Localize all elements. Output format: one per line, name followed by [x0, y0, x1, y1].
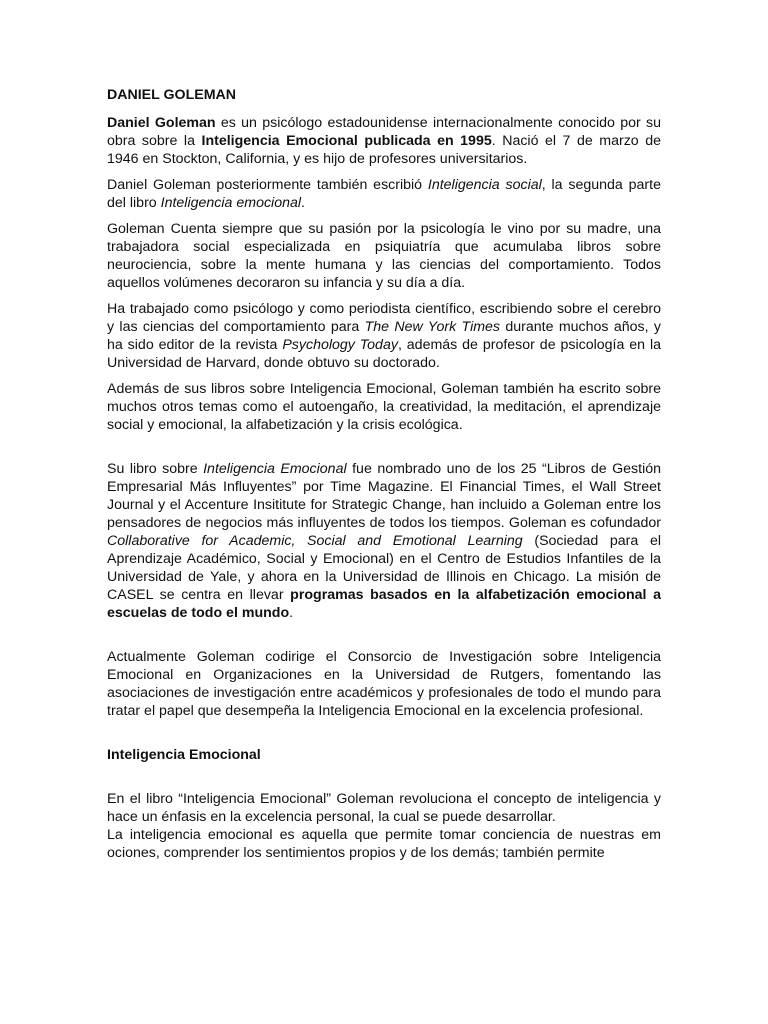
document-title: DANIEL GOLEMAN [107, 87, 237, 103]
document-page [107, 86, 661, 862]
paragraph-mother: Goleman Cuenta siempre que su pasión por la psicología le vino por su madre, una trabajadora social especializada en psiquiatría que acumulaba libros sobre neurociencia, sobre la mente humana y las ciencias del comportamiento. Todos aquellos volúmenes decoraron su infancia y su día a día. [107, 221, 661, 291]
p2-italic-1: Inteligencia social [427, 177, 542, 193]
author-name: Daniel Goleman [107, 115, 216, 131]
p6-text-4: . [289, 605, 294, 621]
paragraph-intro [107, 114, 661, 168]
paragraph-consortium: Actualmente Goleman codirige el Consorcio de Investigación sobre Inteligencia Emocional en Organizaciones en la Universidad de Rutgers, fomentando las asociaciones de investigación entre académicos y profesionales de todo el mundo para tratar el papel que desempeña la Inteligencia Emocional en la excelencia profesional. [107, 649, 661, 719]
paragraph-career [107, 300, 661, 372]
p6-italic-1: Inteligencia Emocional [203, 461, 347, 477]
p4-italic-2: Psychology Today [282, 337, 398, 353]
p6-text-3: (Sociedad para el Aprendizaje Académico, Social y Emocional) en el Centro de Estudios Infantiles de la Universidad de Yale, y ahora en la Universidad de Illinois en Chicago. La misión de CASEL se centra en llevar [107, 533, 662, 603]
p4-italic-1: The New York Times [364, 319, 501, 335]
intro-bold-text: Inteligencia Emocional publicada en 1995 [201, 133, 492, 149]
paragraph-recognition [107, 460, 661, 622]
p6-italic-2: Collaborative for Academic, Social and Emotional Learning [107, 533, 523, 549]
intro-text-2: . Nació el 7 de marzo de 1946 en Stockton, California, y es hijo de profesores universitarios. [107, 133, 661, 167]
p2-text-1: Daniel Goleman posteriormente también escribió [107, 177, 428, 193]
p2-text-3: . [301, 195, 305, 211]
p4-text-3: , además de profesor de psicología en la Universidad de Harvard, donde obtuvo su doctorado. [107, 337, 662, 371]
p4-text-2: durante muchos años, y ha sido editor de la revista [107, 319, 661, 353]
p6-text-1: Su libro sobre [107, 461, 204, 477]
p6-text-2: fue nombrado uno de los 25 “Libros de Gestión Empresarial Más Influyentes” por Time Magazine. El Financial Times, el Wall Street Journal y el Accenture Insititute for Strategic Change, han incluido a Goleman entre los pensadores de negocios más influyentes de todos los tiempos. Goleman es cofundador [107, 461, 661, 531]
p2-italic-2: Inteligencia emocional [160, 195, 302, 211]
paragraph-definition: La inteligencia emocional es aquella que permite tomar conciencia de nuestras em ociones, comprender los sentimientos propios y de los demás; también permite [107, 827, 661, 861]
paragraph-other-books: Además de sus libros sobre Inteligencia Emocional, Goleman también ha escrito sobre muchos otros temas como el autoengaño, la creatividad, la meditación, el aprendizaje social y emocional, la alfabetización y la crisis ecológica. [107, 381, 661, 433]
p4-text-1: Ha trabajado como psicólogo y como periodista científico, escribiendo sobre el cerebro y las ciencias del comportamiento para [107, 301, 661, 335]
section-subtitle: Inteligencia Emocional [107, 747, 261, 763]
intro-text-1: es un psicólogo estadounidense internacionalmente conocido por su obra sobre la [107, 115, 661, 149]
p6-bold-text: programas basados en la alfabetización emocional a escuelas de todo el mundo [107, 587, 661, 621]
p2-text-2: , la segunda parte del libro [107, 177, 661, 211]
paragraph-book-concept: En el libro “Inteligencia Emocional” Goleman revoluciona el concepto de inteligencia y hace un énfasis en la excelencia personal, la cual se puede desarrollar. [107, 791, 661, 825]
paragraph-social-intelligence [107, 176, 661, 212]
